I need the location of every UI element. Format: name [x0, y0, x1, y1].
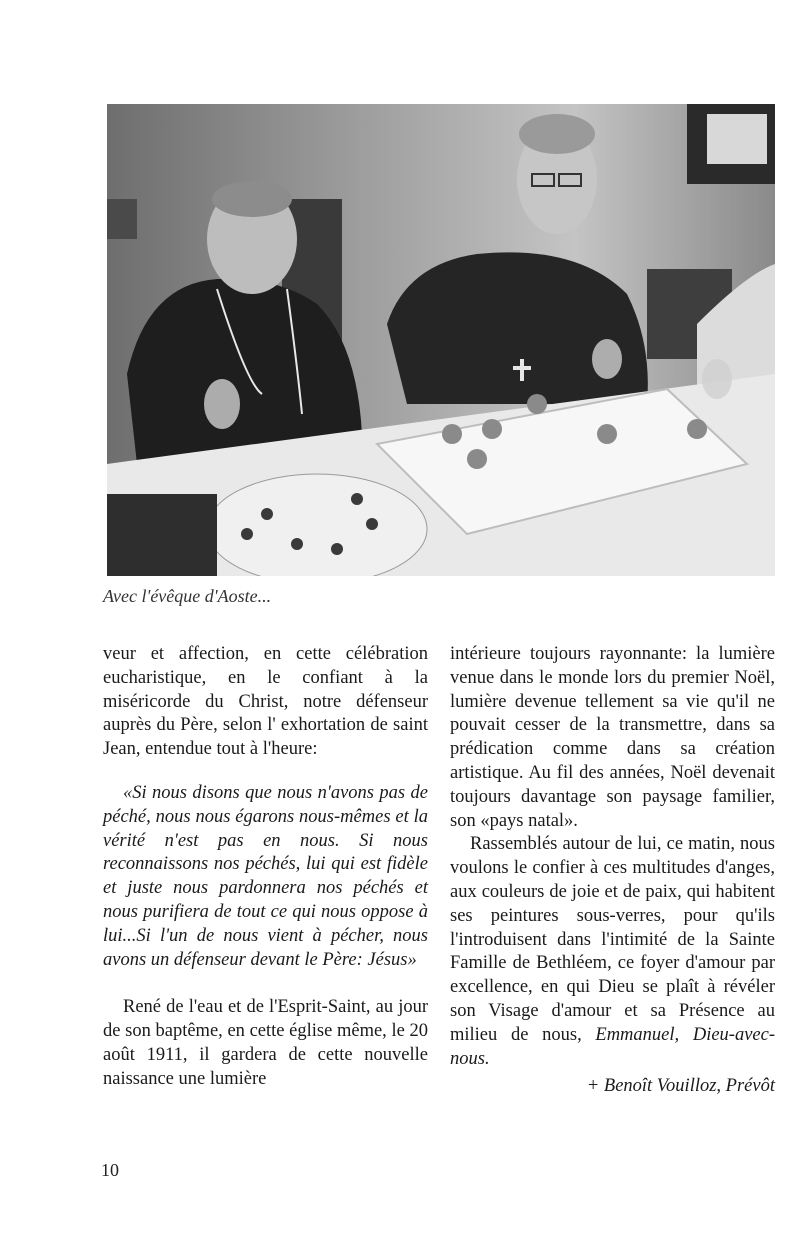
- emphasis-text: Emmanuel, Dieu-avec-nous.: [450, 1024, 775, 1069]
- photo: [107, 104, 775, 576]
- paragraph: [450, 833, 775, 1071]
- page-number: 10: [101, 1160, 119, 1180]
- left-column: [103, 643, 428, 1092]
- signature: + Benoît Vouilloz, Prévôt: [586, 1076, 775, 1097]
- paragraph-text: Rassemblés autour de lui, ce matin, nous voulons le confier à ces multitudes d'anges, aux couleurs de joie et de paix, qui habitent ses peintures sous-verres, pour qu'ils l'introduisent dans l'intimité de la Sainte Famille de Bethléem, ce foyer d'amour par excellence, en qui Dieu se plaît à révéler son Visage d'amour et sa Présence au milieu de nous,: [450, 834, 775, 1045]
- paragraph: René de l'eau et de l'Esprit-Saint, au jour de son baptême, en cette église même, le 20 août 1911, il gardera de cette nouvelle naissance une lumière: [103, 997, 428, 1089]
- paragraph: veur et affection, en cette célébration eucharistique, en le confiant à la miséricorde du Christ, notre défenseur auprès du Père, selon l' exhortation de saint Jean, entendue tout à l'heure:: [103, 644, 428, 760]
- photo-caption: Avec l'évêque d'Aoste...: [103, 586, 272, 606]
- right-column: [450, 643, 775, 1099]
- paragraph: intérieure toujours rayonnante: la lumière venue dans le monde lors du premier Noël, lumière devenue tellement sa vie qu'il ne pouvait cesser de la transmettre, dans sa prédication comme dans sa création artistique. Au fil des années, Noël devenait toujours davantage son paysage familier, son «pays natal».: [450, 644, 775, 831]
- quotation: «Si nous disons que nous n'avons pas de péché, nous nous égarons nous-mêmes et la vérité n'est pas en nous. Si nous reconnaissons nos péchés, lui qui est fidèle et juste nous pardonnera nos péchés et nous purifiera de tout ce qui nous oppose à lui...Si l'un de nous vient à pécher, nous avons un défenseur devant le Père: Jésus»: [103, 782, 428, 970]
- photo-image: [107, 104, 775, 576]
